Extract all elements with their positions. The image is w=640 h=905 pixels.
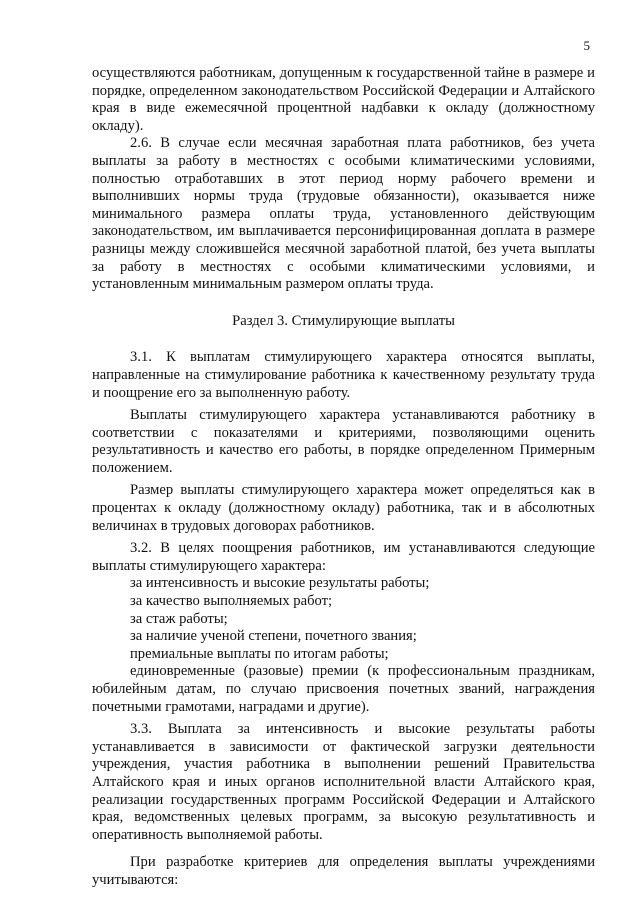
list-item: за интенсивность и высокие результаты работы; <box>130 575 430 592</box>
paragraph-continuation: осуществляются работникам, допущенным к государственной тайне в размере и порядке, определенном законодательством Российской Федерации и Алтайского края в виде ежемесячной процентной надбавки к окладу (должностному окладу). <box>92 65 595 134</box>
document-body <box>92 65 595 890</box>
list-item: за наличие ученой степени, почетного звания; <box>130 628 417 645</box>
list-item: за качество выполняемых работ; <box>130 593 333 610</box>
paragraph-2-6: 2.6. В случае если месячная заработная плата работников, без учета выплаты за работу в местностях с особыми климатическими условиями, полностью отработавших в этот период норму рабочего времени и выполнивших нормы труда (трудовые обязанности), оказывается ниже минимального размера оплаты труда, установленного действующим законодательством, им выплачивается персонифицированная доплата в размере разницы между сложившейся месячной заработной платой, без учета выплаты за работу в местностях с особыми климатическими условиями, и установленным минимальным размером оплаты труда. <box>92 135 595 293</box>
paragraph-stimulating-payments: Выплаты стимулирующего характера устанавливаются работнику в соответствии с показателями и критериями, позволяющими оценить результативность и качество его работы, в порядке определенном Примерным положением. <box>92 407 595 476</box>
paragraph-one-time-bonuses: единовременные (разовые) премии (к профессиональным праздникам, юбилейным датам, по случаю присвоения почетных званий, награждения почетными грамотами, наградами и другие). <box>92 663 595 715</box>
paragraph-payment-size: Размер выплаты стимулирующего характера может определяться как в процентах к окладу (должностному окладу) работника, так и в абсолютных величинах в трудовых договорах работников. <box>92 482 595 534</box>
paragraph-criteria: При разработке критериев для определения выплаты учреждениями учитываются: <box>92 854 595 888</box>
paragraph-3-3: 3.3. Выплата за интенсивность и высокие результаты работы устанавливается в зависимости от фактической загрузки деятельности учреждения, участия работника в выполнении решений Правительства Алтайского края и иных органов исполнительной власти Алтайского края, реализации государственных программ Российской Федерации и Алтайского края, ведомственных целевых программ, за высокую результативность и оперативность выполняемой работы. <box>92 721 595 843</box>
paragraph-3-2: 3.2. В целях поощрения работников, им устанавливаются следующие выплаты стимулирующего характера: <box>92 540 595 574</box>
paragraph-3-1: 3.1. К выплатам стимулирующего характера относятся выплаты, направленные на стимулирование работника к качественному результату труда и поощрение его за выполненную работу. <box>92 349 595 401</box>
list-item: за стаж работы; <box>130 610 228 627</box>
page-number: 5 <box>583 38 590 53</box>
section-heading: Раздел 3. Стимулирующие выплаты <box>232 312 455 329</box>
list-item: премиальные выплаты по итогам работы; <box>130 645 389 662</box>
